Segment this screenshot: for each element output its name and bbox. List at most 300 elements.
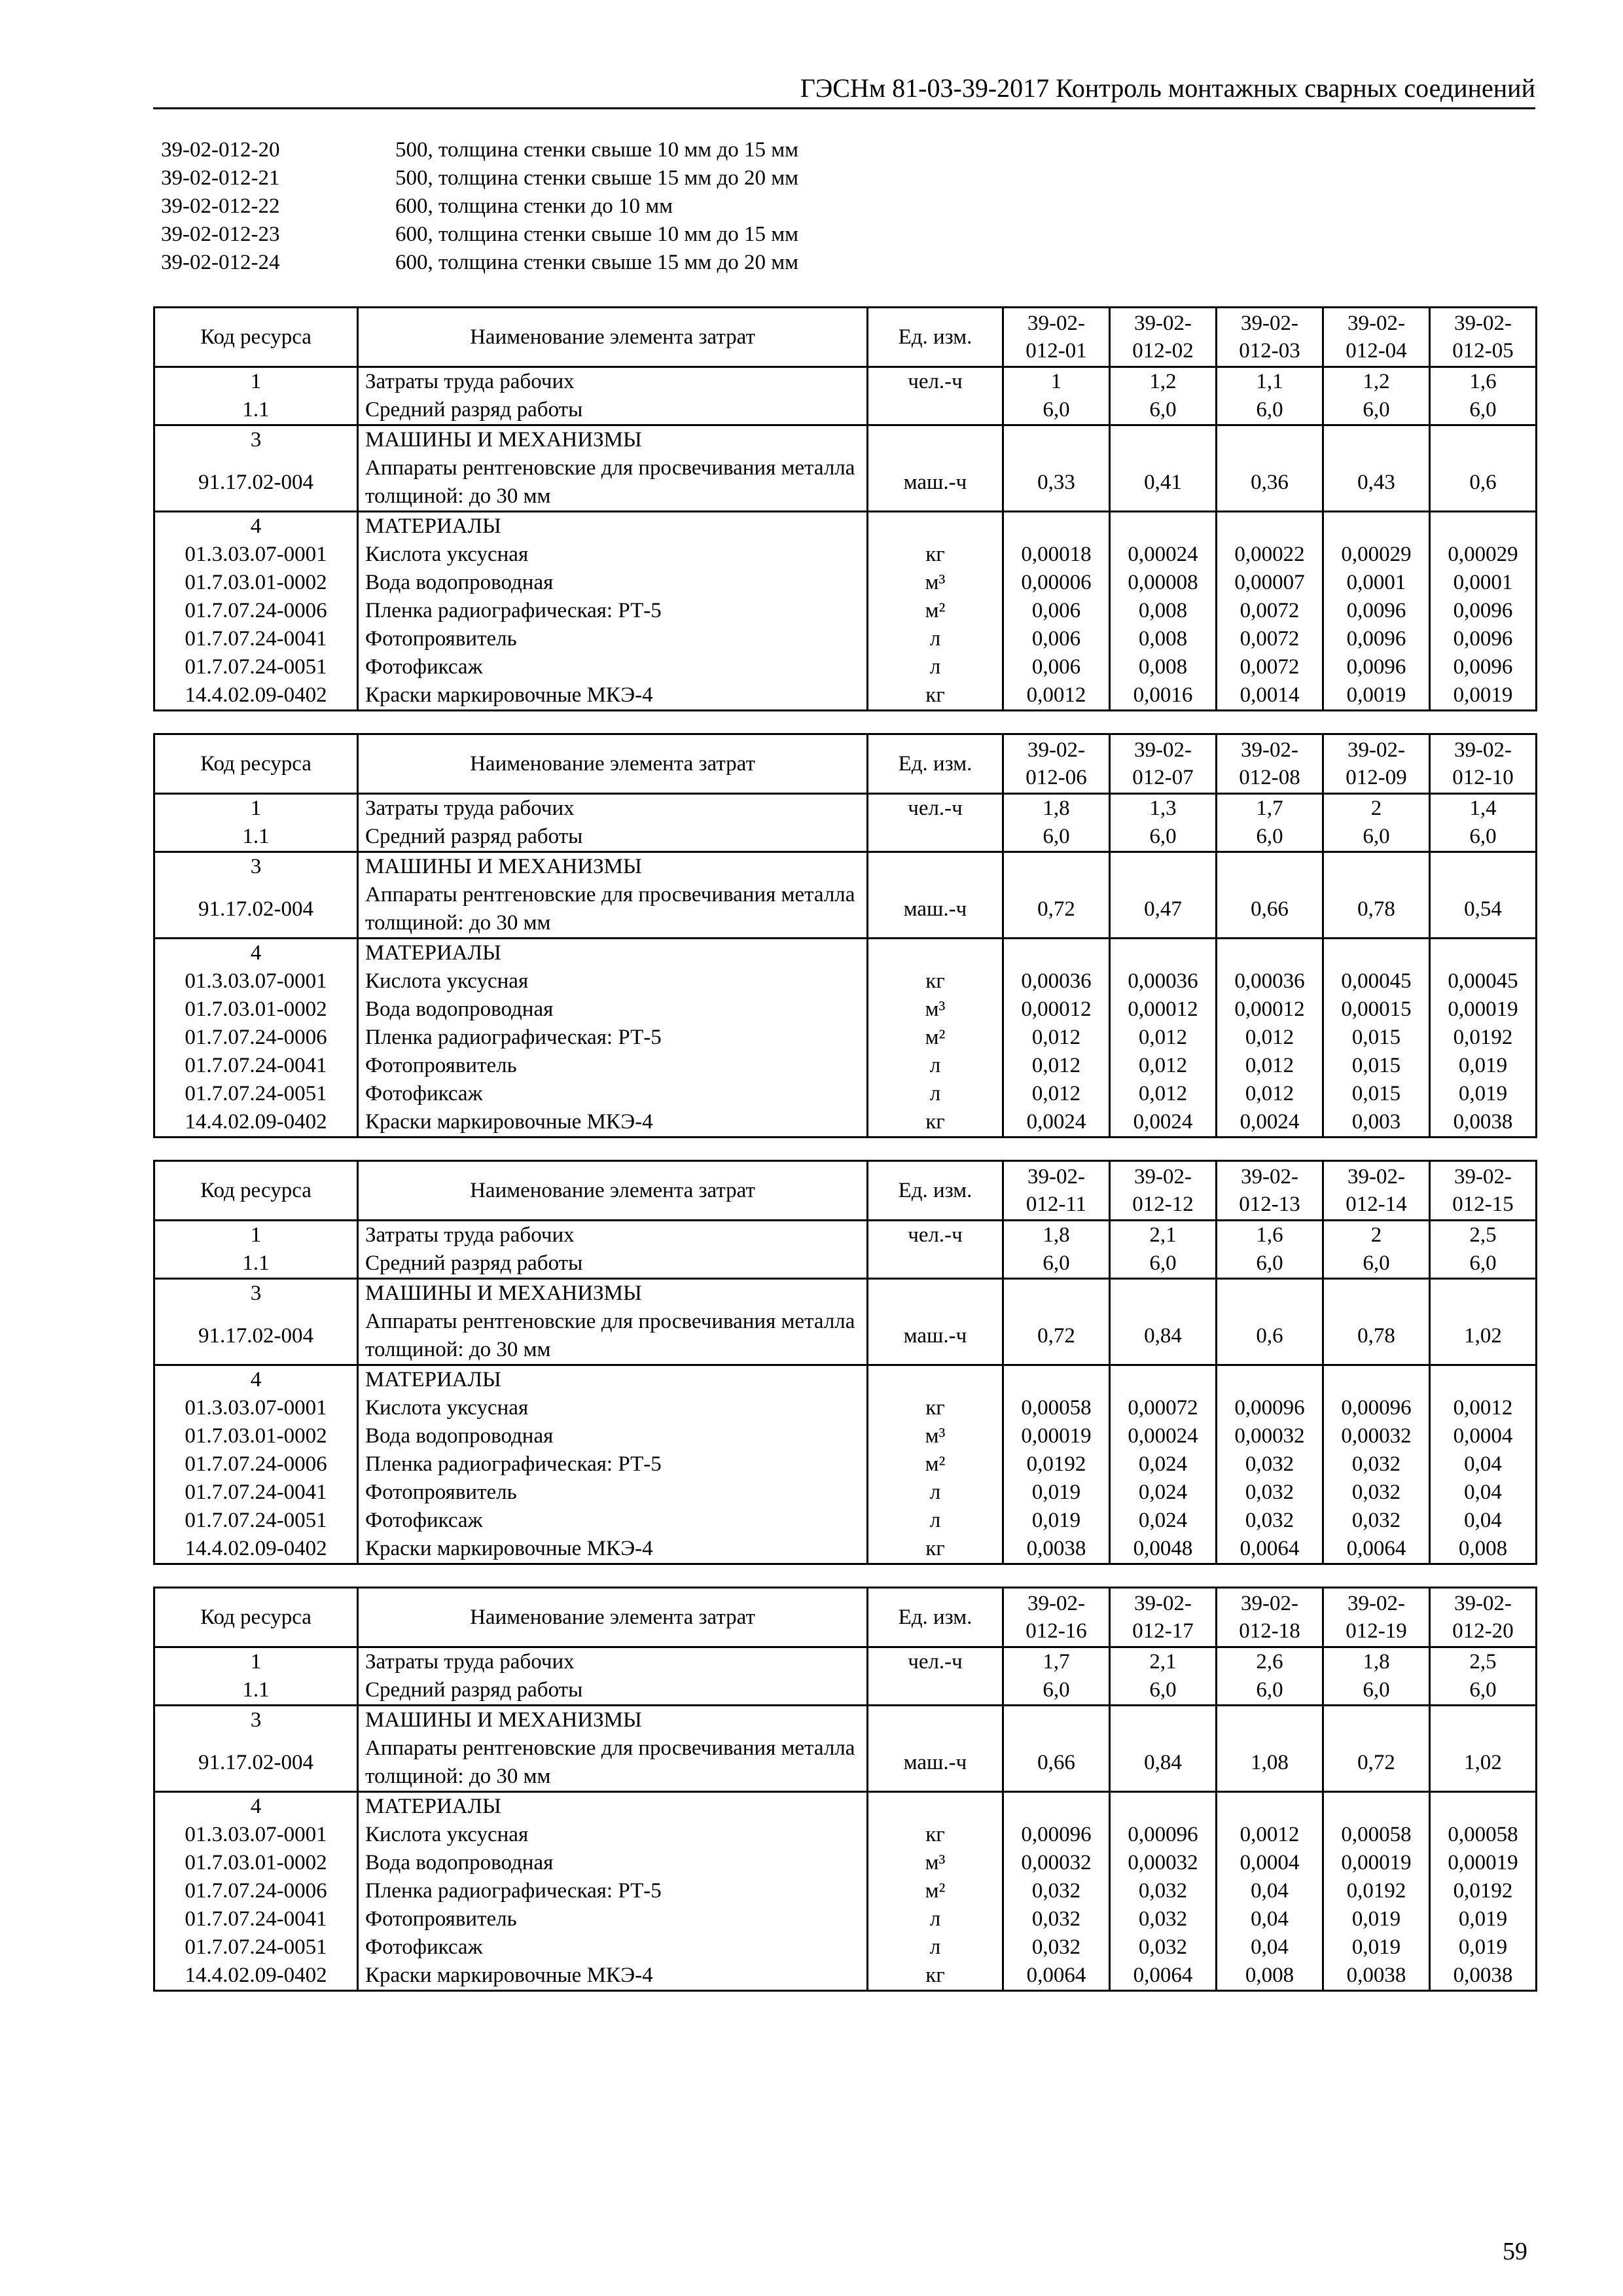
table-header-row <box>154 308 1537 367</box>
unit-cell <box>868 852 1003 882</box>
header-norm-code: 39-02- 012-10 <box>1430 734 1537 794</box>
resource-code: 1.1 <box>154 1676 358 1706</box>
table-row <box>154 1647 1537 1677</box>
table-header-row <box>154 734 1537 794</box>
resource-code: 01.3.03.07-0001 <box>154 967 358 996</box>
value-cell <box>1110 1706 1217 1735</box>
resource-code: 1 <box>154 1647 358 1677</box>
value-cell: 0,012 <box>1110 1024 1217 1052</box>
element-name: Кислота уксусная <box>358 541 868 569</box>
value-cell: 0,0064 <box>1217 1535 1323 1564</box>
value-cell: 0,0012 <box>1217 1821 1323 1849</box>
value-cell: 6,0 <box>1217 1249 1323 1279</box>
value-cell: 1,2 <box>1110 367 1217 397</box>
value-cell: 0,032 <box>1003 1905 1110 1933</box>
value-cell: 0,00096 <box>1110 1821 1217 1849</box>
value-cell <box>1430 1365 1537 1395</box>
value-cell <box>1217 852 1323 882</box>
value-cell: 6,0 <box>1003 1249 1110 1279</box>
resource-code: 3 <box>154 1706 358 1735</box>
intro-code: 39-02-012-24 <box>161 251 280 274</box>
unit-cell: маш.-ч <box>868 1308 1003 1365</box>
value-cell: 6,0 <box>1323 1249 1430 1279</box>
header-norm-code: 39-02- 012-14 <box>1323 1161 1430 1221</box>
table-row <box>154 454 1537 512</box>
value-cell: 0,00029 <box>1430 541 1537 569</box>
value-cell <box>1323 1792 1430 1821</box>
element-name: Аппараты рентгеновские для просвечивания металла толщиной: до 30 мм <box>358 881 868 939</box>
table-row <box>154 569 1537 597</box>
value-cell: 0,0048 <box>1110 1535 1217 1564</box>
resource-code: 3 <box>154 1279 358 1308</box>
unit-cell: маш.-ч <box>868 1734 1003 1792</box>
element-name: Вода водопроводная <box>358 1422 868 1450</box>
table-row <box>154 1080 1537 1108</box>
value-cell: 0,84 <box>1110 1734 1217 1792</box>
resource-code: 01.7.07.24-0041 <box>154 1479 358 1507</box>
header-element-name: Наименование элемента затрат <box>358 734 868 794</box>
resource-code: 4 <box>154 512 358 541</box>
unit-cell: чел.-ч <box>868 367 1003 397</box>
intro-text: 600, толщина стенки свыше 15 мм до 20 мм <box>395 251 798 274</box>
header-norm-code: 39-02- 012-16 <box>1003 1588 1110 1647</box>
element-name: Вода водопроводная <box>358 1849 868 1877</box>
resource-code: 91.17.02-004 <box>154 881 358 939</box>
value-cell: 0,012 <box>1217 1024 1323 1052</box>
element-name: Затраты труда рабочих <box>358 1221 868 1250</box>
value-cell <box>1323 852 1430 882</box>
table-row <box>154 681 1537 711</box>
element-name: Фотопроявитель <box>358 1479 868 1507</box>
element-name: Фотофиксаж <box>358 1507 868 1535</box>
value-cell: 0,00029 <box>1323 541 1430 569</box>
intro-line <box>161 249 798 277</box>
header-norm-code: 39-02- 012-04 <box>1323 308 1430 367</box>
value-cell: 0,032 <box>1110 1877 1217 1905</box>
value-cell: 0,00019 <box>1430 1849 1537 1877</box>
value-cell <box>1430 852 1537 882</box>
value-cell: 0,00022 <box>1217 541 1323 569</box>
resource-code: 14.4.02.09-0402 <box>154 1535 358 1564</box>
value-cell: 0,04 <box>1217 1905 1323 1933</box>
resource-code: 01.7.07.24-0041 <box>154 625 358 653</box>
value-cell <box>1323 1365 1430 1395</box>
header-norm-code: 39-02- 012-02 <box>1110 308 1217 367</box>
value-cell: 6,0 <box>1430 1249 1537 1279</box>
value-cell: 0,00032 <box>1110 1849 1217 1877</box>
resource-code: 1 <box>154 1221 358 1250</box>
element-name: Затраты труда рабочих <box>358 794 868 823</box>
table-row <box>154 1052 1537 1080</box>
element-name: МАТЕРИАЛЫ <box>358 512 868 541</box>
value-cell <box>1217 939 1323 968</box>
table-row <box>154 1394 1537 1422</box>
table-row <box>154 512 1537 541</box>
value-cell: 0,0024 <box>1217 1108 1323 1138</box>
value-cell: 0,0038 <box>1430 1108 1537 1138</box>
table-row <box>154 1308 1537 1365</box>
element-name: Аппараты рентгеновские для просвечивания металла толщиной: до 30 мм <box>358 1734 868 1792</box>
resource-code: 01.7.07.24-0006 <box>154 1024 358 1052</box>
value-cell: 0,032 <box>1323 1450 1430 1479</box>
unit-cell: кг <box>868 541 1003 569</box>
unit-cell: кг <box>868 1962 1003 1991</box>
intro-code: 39-02-012-23 <box>161 223 280 246</box>
value-cell <box>1003 1279 1110 1308</box>
value-cell: 0,0096 <box>1430 625 1537 653</box>
table-row <box>154 1507 1537 1535</box>
value-cell <box>1430 512 1537 541</box>
element-name: Фотопроявитель <box>358 625 868 653</box>
resource-table <box>153 733 1537 1138</box>
element-name: Вода водопроводная <box>358 996 868 1024</box>
table-row <box>154 1450 1537 1479</box>
element-name: МАТЕРИАЛЫ <box>358 1365 868 1395</box>
value-cell: 2,1 <box>1110 1647 1217 1677</box>
value-cell <box>1217 1792 1323 1821</box>
value-cell: 0,66 <box>1217 881 1323 939</box>
value-cell <box>1430 425 1537 455</box>
value-cell: 0,04 <box>1430 1450 1537 1479</box>
value-cell <box>1217 1365 1323 1395</box>
resource-code: 3 <box>154 425 358 455</box>
table-row <box>154 967 1537 996</box>
element-name: МАШИНЫ И МЕХАНИЗМЫ <box>358 852 868 882</box>
element-name: Средний разряд работы <box>358 396 868 425</box>
element-name: Пленка радиографическая: РТ-5 <box>358 1877 868 1905</box>
table-header-row <box>154 1588 1537 1647</box>
unit-cell <box>868 396 1003 425</box>
value-cell: 0,0038 <box>1430 1962 1537 1991</box>
value-cell: 0,00058 <box>1323 1821 1430 1849</box>
value-cell: 0,008 <box>1110 625 1217 653</box>
value-cell <box>1003 512 1110 541</box>
value-cell: 1,6 <box>1430 367 1537 397</box>
value-cell: 0,0016 <box>1110 681 1217 711</box>
value-cell: 0,012 <box>1110 1052 1217 1080</box>
unit-cell <box>868 1365 1003 1395</box>
value-cell: 0,0038 <box>1323 1962 1430 1991</box>
value-cell: 0,019 <box>1430 1933 1537 1962</box>
unit-cell: м² <box>868 1024 1003 1052</box>
table-row <box>154 939 1537 968</box>
table-row <box>154 1279 1537 1308</box>
value-cell: 0,006 <box>1003 597 1110 625</box>
value-cell: 0,019 <box>1430 1052 1537 1080</box>
header-norm-code: 39-02- 012-20 <box>1430 1588 1537 1647</box>
value-cell <box>1323 939 1430 968</box>
value-cell: 1,2 <box>1323 367 1430 397</box>
value-cell <box>1003 939 1110 968</box>
value-cell: 2,5 <box>1430 1647 1537 1677</box>
value-cell: 0,0072 <box>1217 625 1323 653</box>
header-norm-code: 39-02- 012-07 <box>1110 734 1217 794</box>
value-cell: 0,0001 <box>1430 569 1537 597</box>
value-cell: 0,00045 <box>1323 967 1430 996</box>
header-norm-code: 39-02- 012-08 <box>1217 734 1323 794</box>
element-name: Краски маркировочные МКЭ-4 <box>358 1535 868 1564</box>
resource-code: 1.1 <box>154 396 358 425</box>
value-cell <box>1430 1792 1537 1821</box>
unit-cell: л <box>868 1507 1003 1535</box>
table-row <box>154 881 1537 939</box>
resource-code: 01.7.07.24-0006 <box>154 597 358 625</box>
resource-code: 01.7.03.01-0002 <box>154 1422 358 1450</box>
resource-code: 01.3.03.07-0001 <box>154 541 358 569</box>
element-name: Краски маркировочные МКЭ-4 <box>358 1962 868 1991</box>
table-row <box>154 396 1537 425</box>
header-element-name: Наименование элемента затрат <box>358 1161 868 1221</box>
value-cell: 1,02 <box>1430 1308 1537 1365</box>
value-cell: 0,00045 <box>1430 967 1537 996</box>
element-name: Пленка радиографическая: РТ-5 <box>358 1450 868 1479</box>
value-cell: 0,0072 <box>1217 653 1323 681</box>
element-name: Средний разряд работы <box>358 1676 868 1706</box>
value-cell: 1,8 <box>1003 1221 1110 1250</box>
table-row <box>154 1849 1537 1877</box>
value-cell: 1,7 <box>1003 1647 1110 1677</box>
element-name: Аппараты рентгеновские для просвечивания металла толщиной: до 30 мм <box>358 1308 868 1365</box>
table-row <box>154 1706 1537 1735</box>
unit-cell <box>868 1249 1003 1279</box>
value-cell: 0,015 <box>1323 1052 1430 1080</box>
value-cell: 2,1 <box>1110 1221 1217 1250</box>
table-row <box>154 541 1537 569</box>
table-row <box>154 597 1537 625</box>
value-cell: 0,0024 <box>1003 1108 1110 1138</box>
unit-cell <box>868 425 1003 455</box>
header-unit: Ед. изм. <box>868 734 1003 794</box>
element-name: Средний разряд работы <box>358 823 868 852</box>
value-cell: 2 <box>1323 1221 1430 1250</box>
header-unit: Ед. изм. <box>868 1588 1003 1647</box>
value-cell: 6,0 <box>1110 1676 1217 1706</box>
unit-cell: чел.-ч <box>868 1221 1003 1250</box>
value-cell: 1,3 <box>1110 794 1217 823</box>
value-cell: 0,0004 <box>1430 1422 1537 1450</box>
unit-cell: кг <box>868 1821 1003 1849</box>
unit-cell: м² <box>868 1450 1003 1479</box>
value-cell: 0,012 <box>1110 1080 1217 1108</box>
value-cell: 6,0 <box>1110 1249 1217 1279</box>
value-cell: 0,008 <box>1217 1962 1323 1991</box>
value-cell: 2 <box>1323 794 1430 823</box>
value-cell: 0,33 <box>1003 454 1110 512</box>
value-cell: 0,0192 <box>1003 1450 1110 1479</box>
value-cell: 0,012 <box>1003 1024 1110 1052</box>
intro-code: 39-02-012-20 <box>161 138 280 162</box>
value-cell: 0,0064 <box>1003 1962 1110 1991</box>
header-norm-code: 39-02- 012-18 <box>1217 1588 1323 1647</box>
element-name: Фотопроявитель <box>358 1905 868 1933</box>
value-cell: 0,00096 <box>1003 1821 1110 1849</box>
value-cell: 0,00032 <box>1003 1849 1110 1877</box>
element-name: Фотофиксаж <box>358 653 868 681</box>
value-cell <box>1217 1279 1323 1308</box>
value-cell: 1,6 <box>1217 1221 1323 1250</box>
value-cell: 0,00019 <box>1430 996 1537 1024</box>
value-cell: 0,72 <box>1003 881 1110 939</box>
unit-cell: кг <box>868 1108 1003 1138</box>
resource-code: 3 <box>154 852 358 882</box>
value-cell: 0,00036 <box>1217 967 1323 996</box>
value-cell: 0,0014 <box>1217 681 1323 711</box>
value-cell: 0,0012 <box>1003 681 1110 711</box>
intro-text: 500, толщина стенки свыше 10 мм до 15 мм <box>395 138 798 162</box>
header-norm-code: 39-02- 012-11 <box>1003 1161 1110 1221</box>
unit-cell: м³ <box>868 996 1003 1024</box>
resource-code: 01.3.03.07-0001 <box>154 1394 358 1422</box>
page-header <box>153 71 1535 109</box>
value-cell: 0,72 <box>1323 1734 1430 1792</box>
value-cell: 6,0 <box>1323 823 1430 852</box>
header-norm-code: 39-02- 012-05 <box>1430 308 1537 367</box>
element-name: Краски маркировочные МКЭ-4 <box>358 681 868 711</box>
table-row <box>154 1221 1537 1250</box>
header-norm-code: 39-02- 012-12 <box>1110 1161 1217 1221</box>
header-unit: Ед. изм. <box>868 308 1003 367</box>
value-cell: 6,0 <box>1217 823 1323 852</box>
value-cell <box>1110 1365 1217 1395</box>
table-row <box>154 1676 1537 1706</box>
table-row <box>154 852 1537 882</box>
value-cell: 0,0019 <box>1323 681 1430 711</box>
value-cell: 0,0192 <box>1323 1877 1430 1905</box>
value-cell: 0,00012 <box>1003 996 1110 1024</box>
value-cell: 0,0019 <box>1430 681 1537 711</box>
resource-code: 14.4.02.09-0402 <box>154 681 358 711</box>
value-cell: 0,024 <box>1110 1450 1217 1479</box>
resource-code: 01.7.07.24-0041 <box>154 1905 358 1933</box>
unit-cell: м² <box>868 1877 1003 1905</box>
value-cell: 6,0 <box>1003 396 1110 425</box>
value-cell: 0,0001 <box>1323 569 1430 597</box>
resource-code: 1 <box>154 367 358 397</box>
element-name: Пленка радиографическая: РТ-5 <box>358 597 868 625</box>
value-cell: 0,00036 <box>1003 967 1110 996</box>
value-cell: 0,019 <box>1323 1933 1430 1962</box>
unit-cell: кг <box>868 1535 1003 1564</box>
resource-code: 01.7.03.01-0002 <box>154 996 358 1024</box>
resource-code: 01.7.07.24-0051 <box>154 1080 358 1108</box>
table-row <box>154 1024 1537 1052</box>
element-name: МАШИНЫ И МЕХАНИЗМЫ <box>358 1279 868 1308</box>
value-cell: 0,0096 <box>1430 653 1537 681</box>
value-cell: 0,00018 <box>1003 541 1110 569</box>
header-norm-code: 39-02- 012-03 <box>1217 308 1323 367</box>
value-cell: 6,0 <box>1003 1676 1110 1706</box>
resource-code: 91.17.02-004 <box>154 1734 358 1792</box>
resource-code: 4 <box>154 1792 358 1821</box>
value-cell: 0,024 <box>1110 1507 1217 1535</box>
value-cell <box>1323 512 1430 541</box>
value-cell: 2,5 <box>1430 1221 1537 1250</box>
value-cell: 0,019 <box>1323 1905 1430 1933</box>
unit-cell: кг <box>868 681 1003 711</box>
element-name: МАШИНЫ И МЕХАНИЗМЫ <box>358 1706 868 1735</box>
value-cell: 6,0 <box>1323 396 1430 425</box>
unit-cell: чел.-ч <box>868 794 1003 823</box>
value-cell: 0,019 <box>1430 1905 1537 1933</box>
resource-code: 01.7.07.24-0051 <box>154 653 358 681</box>
value-cell: 0,0012 <box>1430 1394 1537 1422</box>
resource-code: 91.17.02-004 <box>154 454 358 512</box>
value-cell: 0,41 <box>1110 454 1217 512</box>
value-cell <box>1003 852 1110 882</box>
value-cell: 0,0096 <box>1323 653 1430 681</box>
value-cell: 0,00019 <box>1003 1422 1110 1450</box>
value-cell <box>1430 939 1537 968</box>
element-name: Краски маркировочные МКЭ-4 <box>358 1108 868 1138</box>
element-name: МАШИНЫ И МЕХАНИЗМЫ <box>358 425 868 455</box>
intro-line <box>161 136 798 164</box>
value-cell <box>1003 1792 1110 1821</box>
value-cell: 0,54 <box>1430 881 1537 939</box>
intro-code: 39-02-012-22 <box>161 194 280 218</box>
value-cell: 0,00008 <box>1110 569 1217 597</box>
value-cell <box>1323 1706 1430 1735</box>
element-name: Кислота уксусная <box>358 1394 868 1422</box>
unit-cell: м³ <box>868 1849 1003 1877</box>
value-cell: 6,0 <box>1003 823 1110 852</box>
resource-table <box>153 306 1537 711</box>
value-cell: 0,00007 <box>1217 569 1323 597</box>
value-cell: 0,00032 <box>1323 1422 1430 1450</box>
element-name: Пленка радиографическая: РТ-5 <box>358 1024 868 1052</box>
value-cell: 0,008 <box>1430 1535 1537 1564</box>
unit-cell: л <box>868 1080 1003 1108</box>
intro-line <box>161 164 798 192</box>
table-row <box>154 794 1537 823</box>
value-cell: 0,0096 <box>1430 597 1537 625</box>
value-cell <box>1217 425 1323 455</box>
element-name: Кислота уксусная <box>358 1821 868 1849</box>
unit-cell <box>868 939 1003 968</box>
resource-code: 1.1 <box>154 823 358 852</box>
value-cell: 0,003 <box>1323 1108 1430 1138</box>
value-cell: 0,006 <box>1003 625 1110 653</box>
resource-table <box>153 1587 1537 1992</box>
value-cell <box>1430 1706 1537 1735</box>
header-norm-code: 39-02- 012-13 <box>1217 1161 1323 1221</box>
intro-line <box>161 192 798 221</box>
value-cell: 0,84 <box>1110 1308 1217 1365</box>
value-cell: 0,019 <box>1003 1479 1110 1507</box>
header-norm-code: 39-02- 012-15 <box>1430 1161 1537 1221</box>
value-cell: 0,0192 <box>1430 1877 1537 1905</box>
element-name: Кислота уксусная <box>358 967 868 996</box>
resource-code: 4 <box>154 1365 358 1395</box>
value-cell: 6,0 <box>1110 396 1217 425</box>
table-row <box>154 1422 1537 1450</box>
intro-text: 500, толщина стенки свыше 15 мм до 20 мм <box>395 166 798 190</box>
value-cell: 0,00006 <box>1003 569 1110 597</box>
table-row <box>154 1365 1537 1395</box>
value-cell: 6,0 <box>1430 396 1537 425</box>
value-cell: 1,08 <box>1217 1734 1323 1792</box>
value-cell: 0,032 <box>1217 1479 1323 1507</box>
table-row <box>154 425 1537 455</box>
value-cell: 0,00058 <box>1003 1394 1110 1422</box>
unit-cell: л <box>868 653 1003 681</box>
unit-cell <box>868 1706 1003 1735</box>
value-cell: 0,006 <box>1003 653 1110 681</box>
unit-cell <box>868 823 1003 852</box>
value-cell <box>1003 1706 1110 1735</box>
header-resource-code: Код ресурса <box>154 1588 358 1647</box>
table-row <box>154 1877 1537 1905</box>
element-name: Затраты труда рабочих <box>358 1647 868 1677</box>
